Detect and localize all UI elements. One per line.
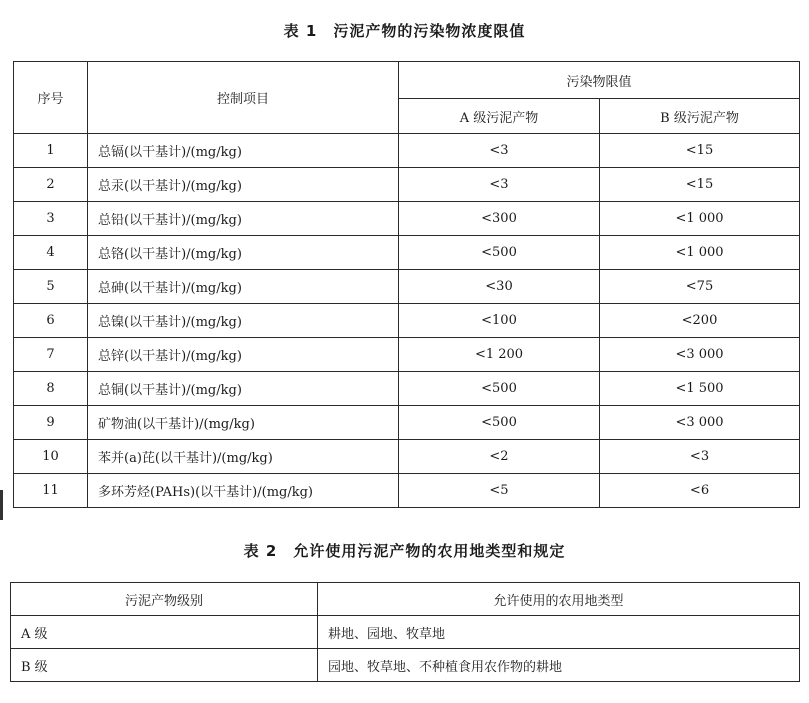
header-item: 控制项目	[88, 62, 399, 134]
control-item: 苯并(a)芘(以干基计)/(mg/kg)	[88, 440, 399, 474]
table-row	[14, 304, 800, 338]
grade-a-limit: <2	[399, 440, 600, 474]
grade-b-limit: <1 000	[600, 202, 800, 236]
table2-body	[11, 616, 800, 682]
control-item: 总镉(以干基计)/(mg/kg)	[88, 134, 399, 168]
control-item: 总镍(以干基计)/(mg/kg)	[88, 304, 399, 338]
sludge-grade: A 级	[11, 616, 318, 649]
grade-a-limit: <5	[399, 474, 600, 508]
grade-a-limit: <500	[399, 406, 600, 440]
table2-title: 表 2 允许使用污泥产物的农用地类型和规定	[243, 542, 566, 560]
grade-a-limit: <100	[399, 304, 600, 338]
table-row	[14, 134, 800, 168]
pollutant-limits-table	[13, 61, 800, 508]
table-row	[14, 406, 800, 440]
control-item: 多环芳烃(PAHs)(以干基计)/(mg/kg)	[88, 474, 399, 508]
row-number: 7	[14, 338, 88, 372]
grade-a-limit: <1 200	[399, 338, 600, 372]
row-number: 1	[14, 134, 88, 168]
control-item: 总砷(以干基计)/(mg/kg)	[88, 270, 399, 304]
table1-title: 表 1 污泥产物的污染物浓度限值	[283, 22, 526, 40]
table-row	[14, 270, 800, 304]
control-item: 矿物油(以干基计)/(mg/kg)	[88, 406, 399, 440]
land-use-table	[10, 582, 800, 682]
sludge-grade: B 级	[11, 649, 318, 682]
table-row	[14, 168, 800, 202]
table-row	[14, 236, 800, 270]
grade-b-limit: <1 000	[600, 236, 800, 270]
row-number: 8	[14, 372, 88, 406]
grade-b-limit: <3 000	[600, 338, 800, 372]
grade-a-limit: <300	[399, 202, 600, 236]
row-number: 10	[14, 440, 88, 474]
grade-b-limit: <15	[600, 168, 800, 202]
row-number: 6	[14, 304, 88, 338]
grade-a-limit: <500	[399, 372, 600, 406]
control-item: 总铜(以干基计)/(mg/kg)	[88, 372, 399, 406]
table-row	[11, 649, 800, 682]
grade-b-limit: <6	[600, 474, 800, 508]
row-number: 4	[14, 236, 88, 270]
table-row	[14, 440, 800, 474]
row-number: 11	[14, 474, 88, 508]
grade-b-limit: <1 500	[600, 372, 800, 406]
table-row	[14, 372, 800, 406]
control-item: 总锌(以干基计)/(mg/kg)	[88, 338, 399, 372]
grade-b-limit: <200	[600, 304, 800, 338]
allowed-land-type: 耕地、园地、牧草地	[318, 616, 800, 649]
grade-b-limit: <75	[600, 270, 800, 304]
table-row	[11, 616, 800, 649]
table1-body	[14, 134, 800, 508]
control-item: 总铬(以干基计)/(mg/kg)	[88, 236, 399, 270]
grade-a-limit: <3	[399, 168, 600, 202]
table-row	[14, 474, 800, 508]
control-item: 总铅(以干基计)/(mg/kg)	[88, 202, 399, 236]
header-no: 序号	[14, 62, 88, 134]
grade-b-limit: <3 000	[600, 406, 800, 440]
row-number: 5	[14, 270, 88, 304]
grade-b-limit: <15	[600, 134, 800, 168]
header-grade-b: B 级污泥产物	[600, 99, 800, 134]
grade-a-limit: <30	[399, 270, 600, 304]
row-number: 3	[14, 202, 88, 236]
grade-a-limit: <500	[399, 236, 600, 270]
header-land-type: 允许使用的农用地类型	[318, 583, 800, 616]
allowed-land-type: 园地、牧草地、不种植食用农作物的耕地	[318, 649, 800, 682]
header-limit-group: 污染物限值	[399, 62, 800, 99]
grade-a-limit: <3	[399, 134, 600, 168]
header-grade: 污泥产物级别	[11, 583, 318, 616]
table-row	[14, 338, 800, 372]
control-item: 总汞(以干基计)/(mg/kg)	[88, 168, 399, 202]
grade-b-limit: <3	[600, 440, 800, 474]
header-grade-a: A 级污泥产物	[399, 99, 600, 134]
table-row	[14, 202, 800, 236]
row-number: 2	[14, 168, 88, 202]
row-number: 9	[14, 406, 88, 440]
margin-mark	[0, 490, 3, 520]
